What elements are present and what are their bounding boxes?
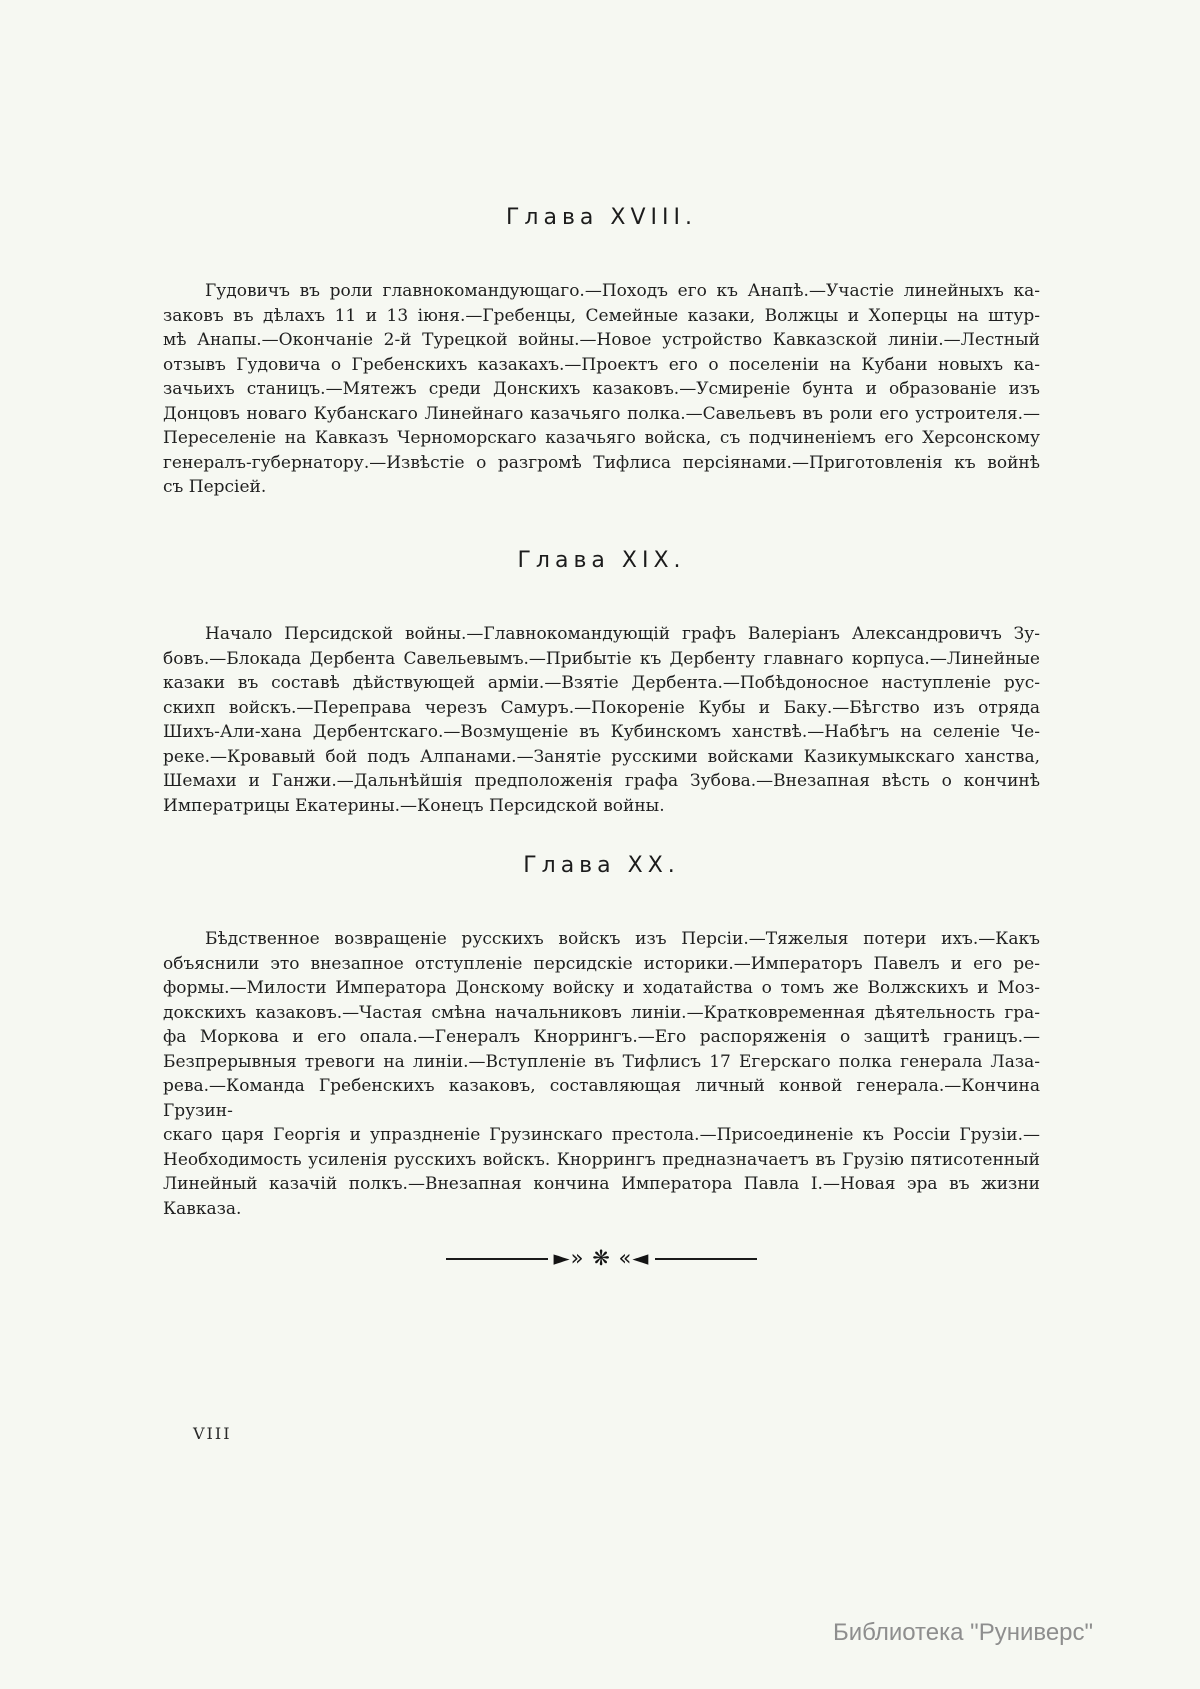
paragraph-line: фа Моркова и его опала.—Генералъ Кноррингъ.—Его распоряженія о защитѣ границъ.— [163, 1027, 1040, 1047]
paragraph-line: зачьихъ станицъ.—Мятежъ среди Донскихъ казаковъ.—Усмиреніе бунта и образованіе изъ [163, 379, 1040, 399]
section-divider-ornament [163, 1248, 1040, 1269]
paragraph-line: бовъ.—Блокада Дербента Савельевымъ.—Прибытіе къ Дербенту главнаго корпуса.—Линейные [163, 648, 1040, 669]
paragraph-line: Донцовъ новаго Кубанскаго Линейнаго казачьяго полка.—Савельевъ въ роли его устроителя.— [163, 403, 1040, 424]
paragraph-line: Шемахи и Ганжи.—Дальнѣйшія предположенія графа Зубова.—Внезапная вѣсть о кончинѣ [163, 771, 1040, 791]
paragraph-line: генералъ-губернатору.—Извѣстіе о разгромѣ Тифлиса персіянами.—Приготовленія къ войнѣ [163, 452, 1040, 473]
paragraph-line: скихп войскъ.—Переправа черезъ Самуръ.—Покореніе Кубы и Баку.—Бѣгство изъ отряда [163, 697, 1040, 718]
ornament-arrows-snowflake-icon: ►» ❋ «◄ [553, 1246, 650, 1270]
paragraph-line: казаки въ составѣ дѣйствующей арміи.—Взятіе Дербента.—Побѣдоносное наступленіе рус- [163, 673, 1040, 693]
paragraph-line: Гудовичъ въ роли главнокомандующаго.—Походъ его къ Анапѣ.—Участіе линейныхъ ка- [205, 281, 1040, 301]
chapter-19-heading: Глава XIX. [517, 548, 686, 573]
paragraph-line: Переселеніе на Кавказъ Черноморскаго казачьяго войска, съ подчиненіемъ его Херсонскому [163, 428, 1040, 448]
paragraph-line: рева.—Команда Гребенскихъ казаковъ, составляющая личный конвой генерала.—Кончина Грузин- [163, 1076, 1040, 1121]
paragraph-line: докскихъ казаковъ.—Частая смѣна начальниковъ линіи.—Кратковременная дѣятельность гра- [163, 1002, 1040, 1023]
paragraph-line: мѣ Анапы.—Окончаніе 2-й Турецкой войны.—Новое устройство Кавказской линіи.—Лестный [163, 330, 1040, 350]
chapter-20-heading: Глава XX. [523, 853, 680, 878]
library-watermark: Библиотека "Руниверс" [833, 1619, 1094, 1646]
ornament-rule-left [446, 1258, 548, 1260]
paragraph-line: Императрицы Екатерины.—Конецъ Персидской войны. [163, 795, 665, 816]
paragraph-line: Кавказа. [163, 1198, 242, 1219]
paragraph-line: Бѣдственное возвращеніе русскихъ войскъ изъ Персіи.—Тяжелыя потери ихъ.—Какъ [205, 929, 1040, 949]
paragraph-line: формы.—Милости Императора Донскому войску и ходатайства о томъ же Волжскихъ и Моз- [163, 978, 1040, 998]
ornament-rule-right [655, 1258, 757, 1260]
chapter-20-summary [163, 927, 1040, 1221]
chapter-19-summary [163, 622, 1040, 818]
paragraph-line: Шихъ-Али-хана Дербентскаго.—Возмущеніе въ Кубинскомъ ханствѣ.—Набѣгъ на селеніе Че- [163, 722, 1040, 742]
paragraph-line: съ Персіей. [163, 477, 267, 497]
page-number: VIII [193, 1424, 232, 1443]
paragraph-line: заковъ въ дѣлахъ 11 и 13 іюня.—Гребенцы, Семейные казаки, Волжцы и Хоперцы на штур- [163, 305, 1040, 326]
chapter-19-section [163, 546, 1040, 818]
paragraph-line: Необходимость усиленія русскихъ войскъ. Кноррингъ предназначаетъ въ Грузію пятисотенный [163, 1149, 1040, 1170]
chapter-18-section [163, 203, 1040, 500]
paragraph-line: Безпрерывныя тревоги на линіи.—Вступленіе въ Тифлисъ 17 Егерскаго полка генерала Лаза- [163, 1051, 1040, 1072]
paragraph-line: объяснили это внезапное отступленіе персидскіе историки.—Императоръ Павелъ и его ре- [163, 953, 1040, 974]
chapter-20-section [163, 851, 1040, 1221]
paragraph-line: Линейный казачій полкъ.—Внезапная кончина Императора Павла I.—Новая эра въ жизни [163, 1174, 1040, 1194]
paragraph-line: реке.—Кровавый бой подъ Алпанами.—Занятіе русскими войсками Казикумыкскаго ханства, [163, 746, 1040, 767]
paragraph-line: скаго царя Георгія и упраздненіе Грузинскаго престола.—Присоединеніе къ Россіи Грузіи.— [163, 1125, 1040, 1145]
paragraph-line: Начало Персидской войны.—Главнокомандующій графъ Валеріанъ Александровичъ Зу- [205, 624, 1040, 644]
chapter-18-summary [163, 279, 1040, 500]
paragraph-line: отзывъ Гудовича о Гребенскихъ казакахъ.—Проектъ его о поселеніи на Кубани новыхъ ка- [163, 354, 1040, 375]
chapter-18-heading: Глава XVIII. [506, 205, 697, 230]
